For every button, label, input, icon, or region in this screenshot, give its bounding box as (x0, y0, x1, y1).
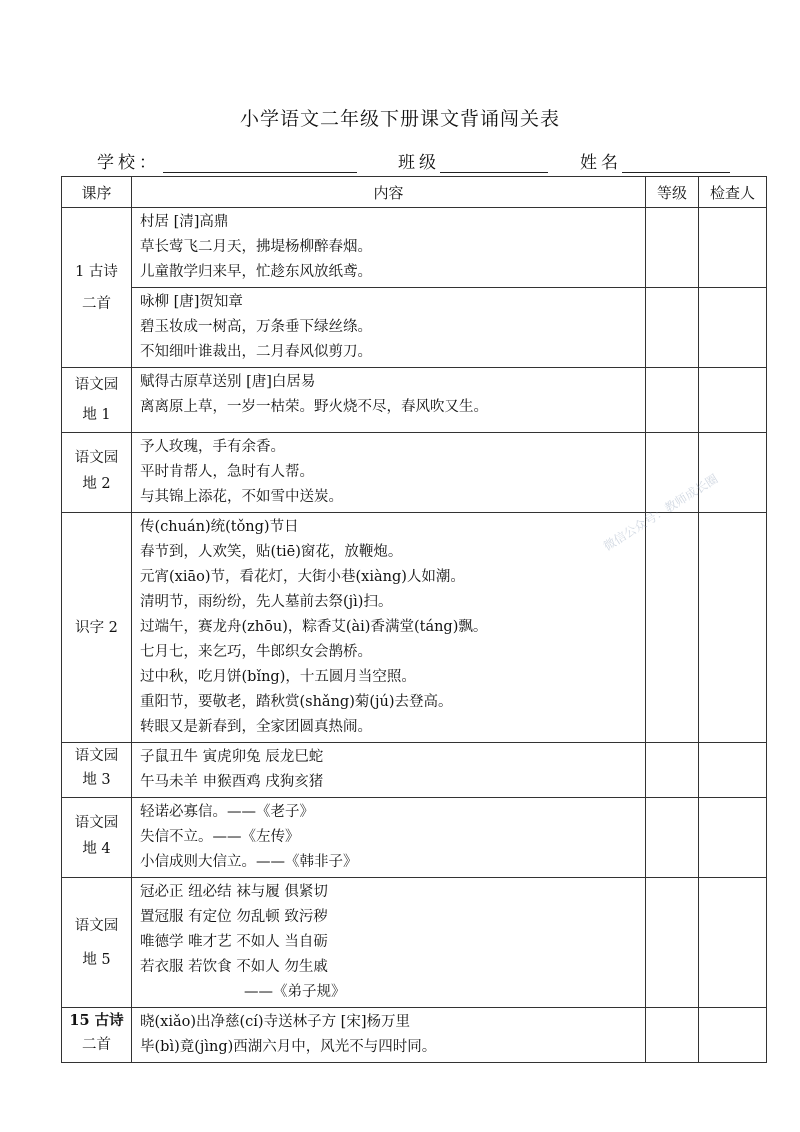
content-cell (132, 743, 646, 798)
lesson-label: 二首 (82, 295, 111, 312)
lesson-cell (62, 368, 132, 433)
table-row (62, 1008, 767, 1063)
checker-cell[interactable] (699, 288, 767, 368)
lesson-label: 语文园 (74, 450, 119, 466)
lesson-cell (62, 743, 132, 798)
class-label: 班级 (398, 153, 440, 173)
lesson-label: 地 5 (82, 951, 111, 968)
lesson-cell (62, 1008, 132, 1063)
content-cell (132, 1008, 646, 1063)
checker-cell[interactable] (699, 798, 767, 878)
table-row (62, 513, 767, 743)
grade-cell[interactable] (646, 208, 699, 288)
content-line: 重阳节，要敬老，踏秋赏(shǎng)菊(jú)去登高。 (140, 694, 453, 710)
school-label: 学校： (97, 153, 160, 173)
lesson-label: 地 1 (82, 406, 111, 423)
table-row (62, 743, 767, 798)
lesson-label: 1 古诗 (75, 263, 118, 280)
table-header-row (62, 177, 767, 208)
content-line: 清明节，雨纷纷，先人墓前去祭(jì)扫。 (140, 594, 393, 610)
grade-cell[interactable] (646, 743, 699, 798)
header-checker: 检查人 (699, 177, 767, 208)
lesson-label: 语文园 (74, 748, 119, 764)
lesson-label: 地 3 (82, 772, 111, 788)
poem-line: 碧玉妆成一树高，万条垂下绿丝绦。 (140, 319, 372, 335)
lesson-label: 语文园 (74, 917, 119, 934)
checker-cell[interactable] (699, 878, 767, 1008)
content-line: 子鼠丑牛 寅虎卯兔 辰龙巳蛇 (140, 749, 324, 765)
content-cell (132, 878, 646, 1008)
grade-cell[interactable] (646, 368, 699, 433)
name-label: 姓名 (580, 153, 622, 173)
checker-cell[interactable] (699, 208, 767, 288)
grade-cell[interactable] (646, 288, 699, 368)
content-cell (132, 433, 646, 513)
content-cell (132, 513, 646, 743)
lesson-label: 语文园 (74, 815, 119, 831)
table-row (62, 368, 767, 433)
lesson-cell (62, 798, 132, 878)
content-line: 与其锦上添花，不如雪中送炭。 (140, 489, 343, 505)
content-line: 若衣服 若饮食 不如人 勿生戚 (140, 959, 328, 975)
table-row (62, 208, 767, 288)
lesson-label: 二首 (81, 1037, 111, 1053)
checker-cell[interactable] (699, 368, 767, 433)
poem-line: 不知细叶谁裁出，二月春风似剪刀。 (140, 344, 372, 360)
header-lesson: 课序 (62, 177, 132, 208)
lesson-cell (62, 513, 132, 743)
class-field[interactable] (440, 172, 548, 173)
content-line: 七月七，来乞巧，牛郎织女会鹊桥。 (140, 644, 372, 660)
content-line: 置冠服 有定位 勿乱顿 致污秽 (140, 909, 328, 925)
content-cell (132, 798, 646, 878)
content-cell (132, 368, 646, 433)
school-field[interactable] (163, 172, 357, 173)
grade-cell[interactable] (646, 1008, 699, 1063)
content-line: 过中秋，吃月饼(bǐng)，十五圆月当空照。 (140, 669, 416, 685)
poem-title: 赋得古原草送别 [唐]白居易 (140, 374, 316, 390)
content-line: 予人玫瑰，手有余香。 (140, 439, 285, 455)
poem-title: 晓(xiǎo)出净慈(cí)寺送林子方 [宋]杨万里 (140, 1014, 410, 1030)
table-row (62, 798, 767, 878)
poem-line: 草长莺飞二月天，拂堤杨柳醉春烟。 (140, 239, 372, 255)
checker-cell[interactable] (699, 743, 767, 798)
name-field[interactable] (622, 172, 730, 173)
checker-cell[interactable] (699, 1008, 767, 1063)
grade-cell[interactable] (646, 513, 699, 743)
table-row (62, 288, 767, 368)
grade-cell[interactable] (646, 798, 699, 878)
content-line: 转眼又是新春到，全家团圆真热闹。 (140, 719, 372, 735)
content-line: 过端午，赛龙舟(zhōu)，粽香艾(ài)香满堂(táng)飘。 (140, 619, 488, 635)
lesson-cell (62, 878, 132, 1008)
recitation-table (61, 176, 767, 1063)
table-row (62, 878, 767, 1008)
content-line: 平时肯帮人，急时有人帮。 (140, 464, 314, 480)
poem-title: 村居 [清]高鼎 (140, 214, 229, 230)
info-row (0, 148, 800, 174)
lesson-label: 地 4 (82, 841, 111, 857)
page-title: 小学语文二年级下册课文背诵闯关表 (239, 108, 560, 130)
header-grade: 等级 (646, 177, 699, 208)
lesson-label: 15 古诗 (69, 1012, 124, 1029)
content-line: 元宵(xiāo)节，看花灯，大街小巷(xiàng)人如潮。 (140, 569, 465, 585)
content-line: 春节到，人欢笑，贴(tiē)窗花，放鞭炮。 (140, 544, 403, 560)
lesson-label: 识字 2 (75, 619, 118, 636)
lesson-cell (62, 208, 132, 368)
poem-line: 离离原上草，一岁一枯荣。野火烧不尽，春风吹又生。 (140, 399, 488, 415)
lesson-cell (62, 433, 132, 513)
content-line: 午马未羊 申猴酉鸡 戌狗亥猪 (140, 774, 324, 790)
lesson-label: 地 2 (82, 476, 111, 492)
content-line: 冠必正 纽必结 袜与履 俱紧切 (140, 884, 328, 900)
poem-title: 咏柳 [唐]贺知章 (140, 294, 243, 310)
content-line: 失信不立。——《左传》 (140, 829, 300, 845)
checker-cell[interactable] (699, 513, 767, 743)
watermark: 微信公众号：教师成长圈 (601, 471, 721, 554)
lesson-label: 语文园 (74, 376, 119, 393)
content-cell (132, 208, 646, 288)
poem-line: 儿童散学归来早，忙趁东风放纸鸢。 (140, 264, 372, 280)
grade-cell[interactable] (646, 878, 699, 1008)
content-line: 小信成则大信立。——《韩非子》 (140, 854, 358, 870)
header-content: 内容 (132, 177, 646, 208)
content-cell (132, 288, 646, 368)
poem-line: 毕(bì)竟(jìng)西湖六月中，风光不与四时同。 (140, 1039, 437, 1055)
content-line: 轻诺必寡信。——《老子》 (140, 804, 314, 820)
source-line: ——《弟子规》 (244, 984, 346, 1000)
content-title: 传(chuán)统(tǒng)节日 (140, 519, 299, 535)
content-line: 唯德学 唯才艺 不如人 当自砺 (140, 934, 328, 950)
